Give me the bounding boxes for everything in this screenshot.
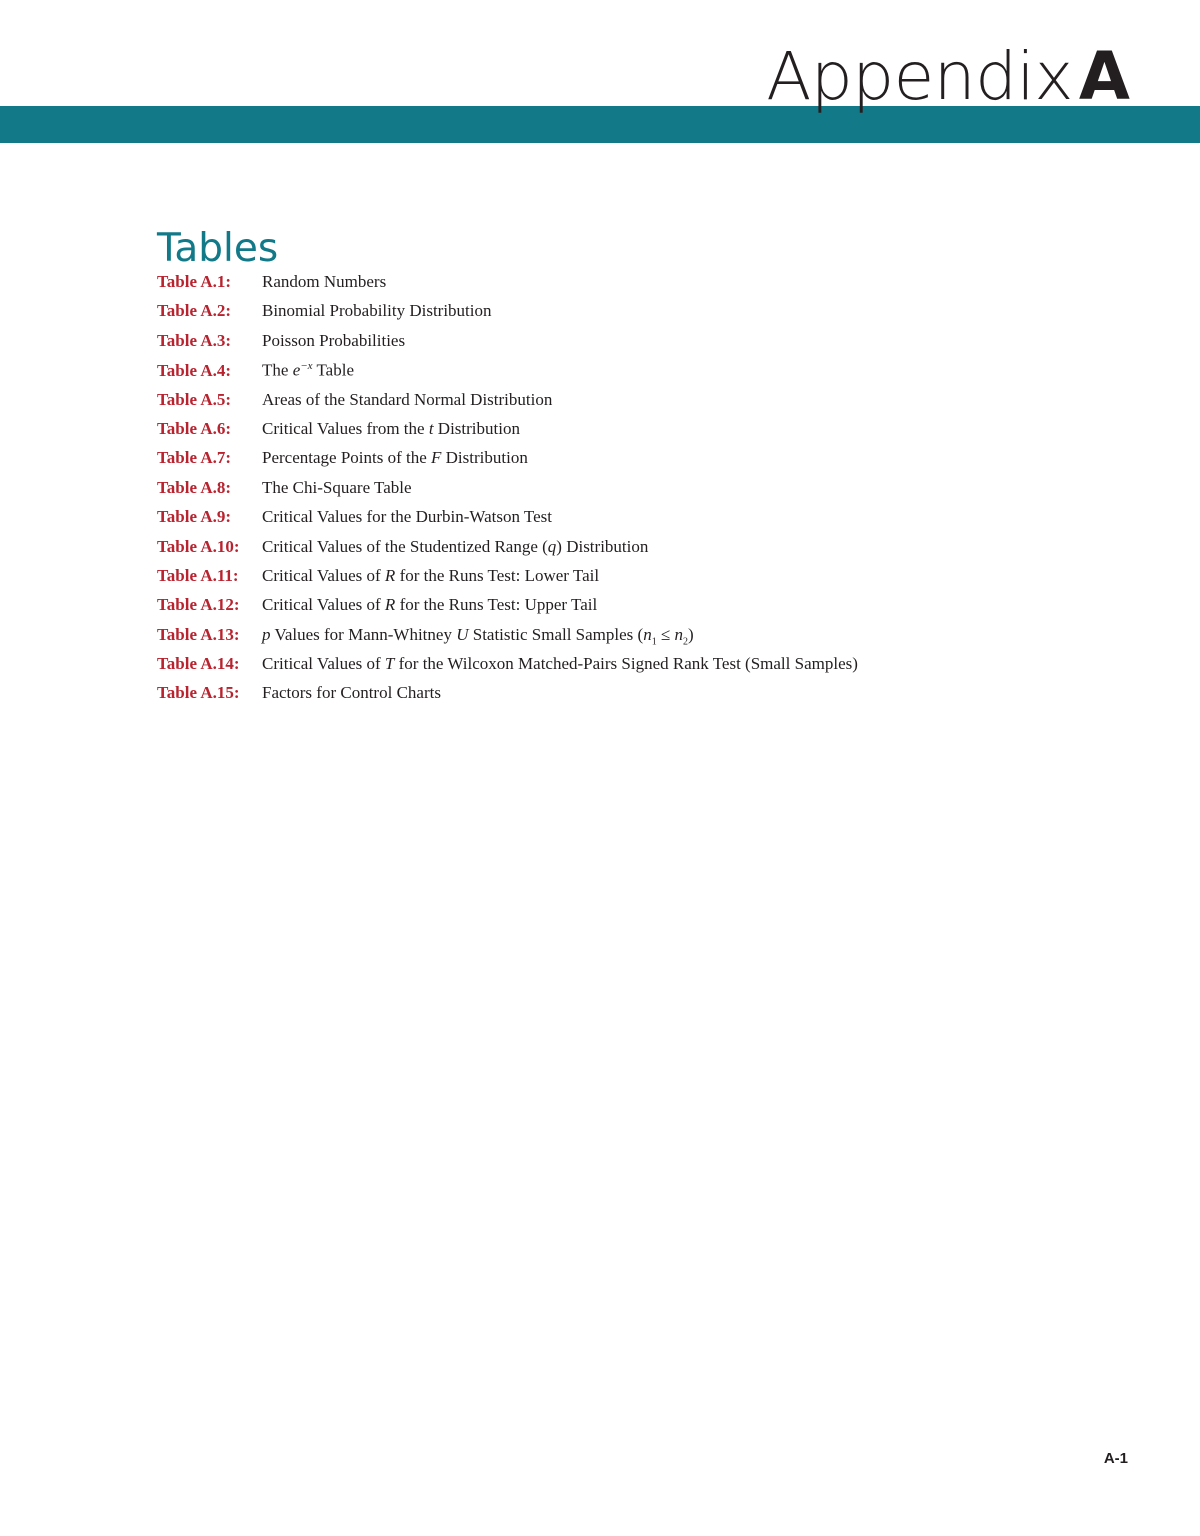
table-label: Table A.12:	[157, 595, 240, 615]
list-item	[157, 419, 1057, 448]
list-item	[157, 360, 1057, 389]
list-item	[157, 390, 1057, 419]
page-number: A-1	[1103, 1450, 1128, 1467]
list-item	[157, 272, 1057, 301]
table-label: Table A.3:	[157, 330, 232, 350]
table-title: Factors for Control Charts	[262, 683, 441, 703]
list-item	[157, 566, 1057, 595]
table-label: Table A.7:	[157, 448, 232, 468]
chapter-heading	[766, 38, 1130, 115]
table-label: Table A.2:	[157, 301, 232, 321]
table-title: Critical Values of T for the Wilcoxon Matched-Pairs Signed Rank Test (Small Samples)	[262, 654, 858, 674]
table-list	[157, 272, 1057, 713]
table-label: Table A.15:	[157, 683, 240, 703]
table-label: Table A.14:	[157, 654, 240, 674]
table-label: Table A.1:	[157, 272, 232, 291]
table-label: Table A.6:	[157, 418, 232, 438]
table-title: Critical Values of the Studentized Range (q) Distribution	[262, 536, 649, 556]
list-item	[157, 595, 1057, 624]
section-title: Tables	[157, 226, 279, 272]
table-title: The Chi-Square Table	[262, 477, 412, 497]
list-item	[157, 448, 1057, 477]
table-title: The $e^{-x}$ Table	[262, 360, 355, 380]
list-item	[157, 301, 1057, 330]
table-label: Table A.11:	[157, 565, 239, 585]
list-item	[157, 625, 1057, 654]
table-label: Table A.8:	[157, 477, 232, 497]
chapter-word: Appendix	[766, 38, 1073, 115]
table-title: Percentage Points of the F Distribution	[262, 448, 528, 468]
table-title: Critical Values for the Durbin-Watson Test	[262, 507, 553, 527]
table-label: Table A.9:	[157, 507, 232, 527]
table-title: Random Numbers	[262, 272, 387, 291]
table-label: Table A.10:	[157, 536, 240, 556]
list-item	[157, 507, 1057, 536]
list-item	[157, 683, 1057, 712]
table-label: Table A.13:	[157, 624, 240, 644]
table-title: Critical Values from the t Distribution	[262, 418, 520, 438]
list-item	[157, 537, 1057, 566]
list-item	[157, 478, 1057, 507]
table-label: Table A.5:	[157, 389, 232, 409]
list-item	[157, 331, 1057, 360]
table-title: Areas of the Standard Normal Distribution	[262, 389, 553, 409]
table-title: Poisson Probabilities	[262, 330, 406, 350]
table-label: Table A.4:	[157, 360, 232, 380]
table-title: Critical Values of R for the Runs Test: Upper Tail	[262, 595, 598, 615]
table-title: p Values for Mann-Whitney U Statistic Small Samples $(n_1 \le n_2)$	[262, 624, 694, 648]
table-title: Binomial Probability Distribution	[262, 301, 492, 321]
chapter-letter: A	[1078, 38, 1130, 115]
list-item	[157, 654, 1057, 683]
table-title: Critical Values of R for the Runs Test: Lower Tail	[262, 565, 600, 585]
